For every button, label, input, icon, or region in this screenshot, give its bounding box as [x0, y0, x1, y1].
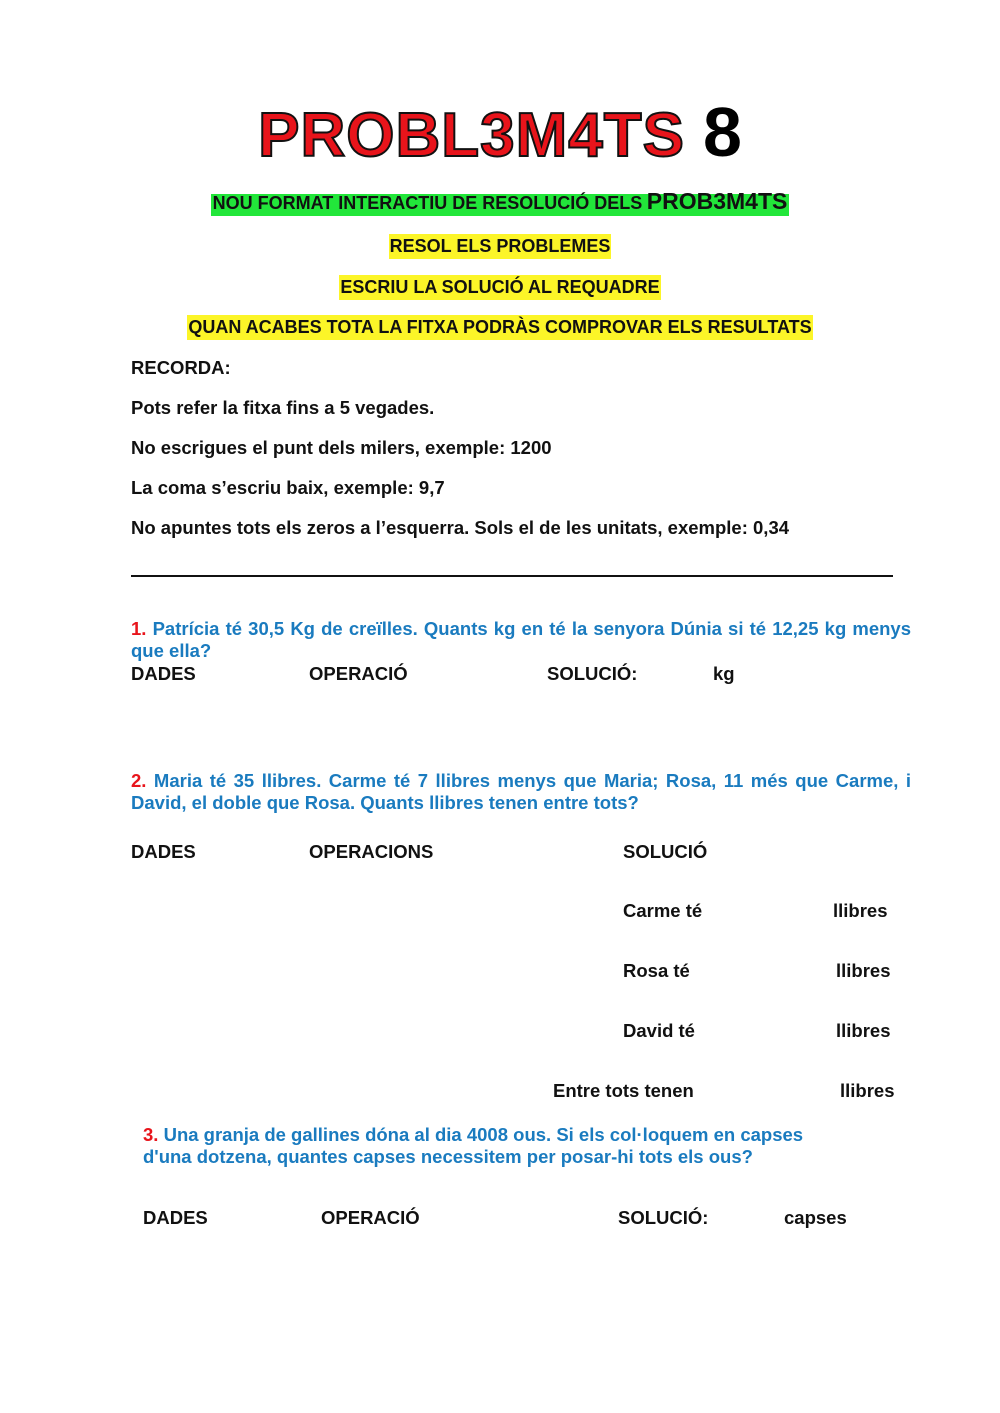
p2-answer-label: Rosa té — [623, 960, 690, 981]
reminder-heading: RECORDA: — [131, 357, 231, 378]
p2-answer-unit: llibres — [833, 900, 888, 921]
p1-unit: kg — [713, 663, 735, 684]
title-number: 8 — [702, 93, 742, 171]
p1-solution-label: SOLUCIÓ: — [547, 663, 638, 684]
p1-answer-input[interactable] — [650, 661, 710, 687]
banner-text: NOU FORMAT INTERACTIU DE RESOLUCIÓ DELS — [212, 193, 643, 213]
page-title — [0, 92, 1000, 176]
p2-answer-unit: llibres — [840, 1080, 895, 1101]
reminder-item: No escrigues el punt dels milers, exemple: 1200 — [131, 437, 552, 458]
reminder-item: La coma s’escriu baix, exemple: 9,7 — [131, 477, 445, 498]
intro-banner — [0, 188, 1000, 215]
p3-operation-label: OPERACIÓ — [321, 1207, 420, 1228]
p2-data-label: DADES — [131, 841, 196, 862]
p2-answer-unit: llibres — [836, 960, 891, 981]
p2-answer-label: Entre tots tenen — [553, 1080, 694, 1101]
reminder-item: Pots refer la fitxa fins a 5 vegades. — [131, 397, 435, 418]
p3-data-label: DADES — [143, 1207, 208, 1228]
divider — [131, 575, 893, 577]
p2-answer-label: David té — [623, 1020, 695, 1041]
problem-1-text: 1. Patrícia té 30,5 Kg de creïlles. Quants kg en té la senyora Dúnia si té 12,25 kg menys que ella? — [131, 618, 912, 661]
p2-operation-label: OPERACIONS — [309, 841, 434, 862]
p2-solution-label: SOLUCIÓ — [623, 841, 708, 862]
reminder-item: No apuntes tots els zeros a l’esquerra. Sols el de les unitats, exemple: 0,34 — [131, 517, 790, 538]
p3-solution-label: SOLUCIÓ: — [618, 1207, 709, 1228]
instruction-1: RESOL ELS PROBLEMES — [0, 236, 1000, 257]
p2-answer-unit: llibres — [836, 1020, 891, 1041]
p2-answer-label: Carme té — [623, 900, 703, 921]
p2-carme-input[interactable] — [725, 897, 824, 925]
instruction-2: ESCRIU LA SOLUCIÓ AL REQUADRE — [0, 277, 1000, 298]
p1-data-label: DADES — [131, 663, 196, 684]
title-main: PROBL3M4TS — [258, 101, 685, 170]
p3-unit: capses — [784, 1207, 847, 1228]
p2-david-input[interactable] — [725, 1017, 824, 1045]
instruction-3: QUAN ACABES TOTA LA FITXA PODRÀS COMPROVAR ELS RESULTATS — [0, 317, 1000, 338]
problem-2-text: 2. Maria té 35 llibres. Carme té 7 llibres menys que Maria; Rosa, 11 més que Carme, i David, el doble que Rosa. Quants llibres tenen entre tots? — [131, 770, 912, 813]
banner-word: PROB3M4TS — [646, 188, 788, 214]
p1-operation-label: OPERACIÓ — [309, 663, 408, 684]
p2-total-input[interactable] — [725, 1077, 829, 1105]
p2-rosa-input[interactable] — [725, 957, 824, 985]
problem-3-text: 3. Una granja de gallines dóna al dia 4008 ous. Si els col·loquem en capses d'una dotzena, quantes capses necessitem per posar-hi tots els ous? — [143, 1124, 804, 1167]
p3-answer-input[interactable] — [722, 1205, 782, 1231]
